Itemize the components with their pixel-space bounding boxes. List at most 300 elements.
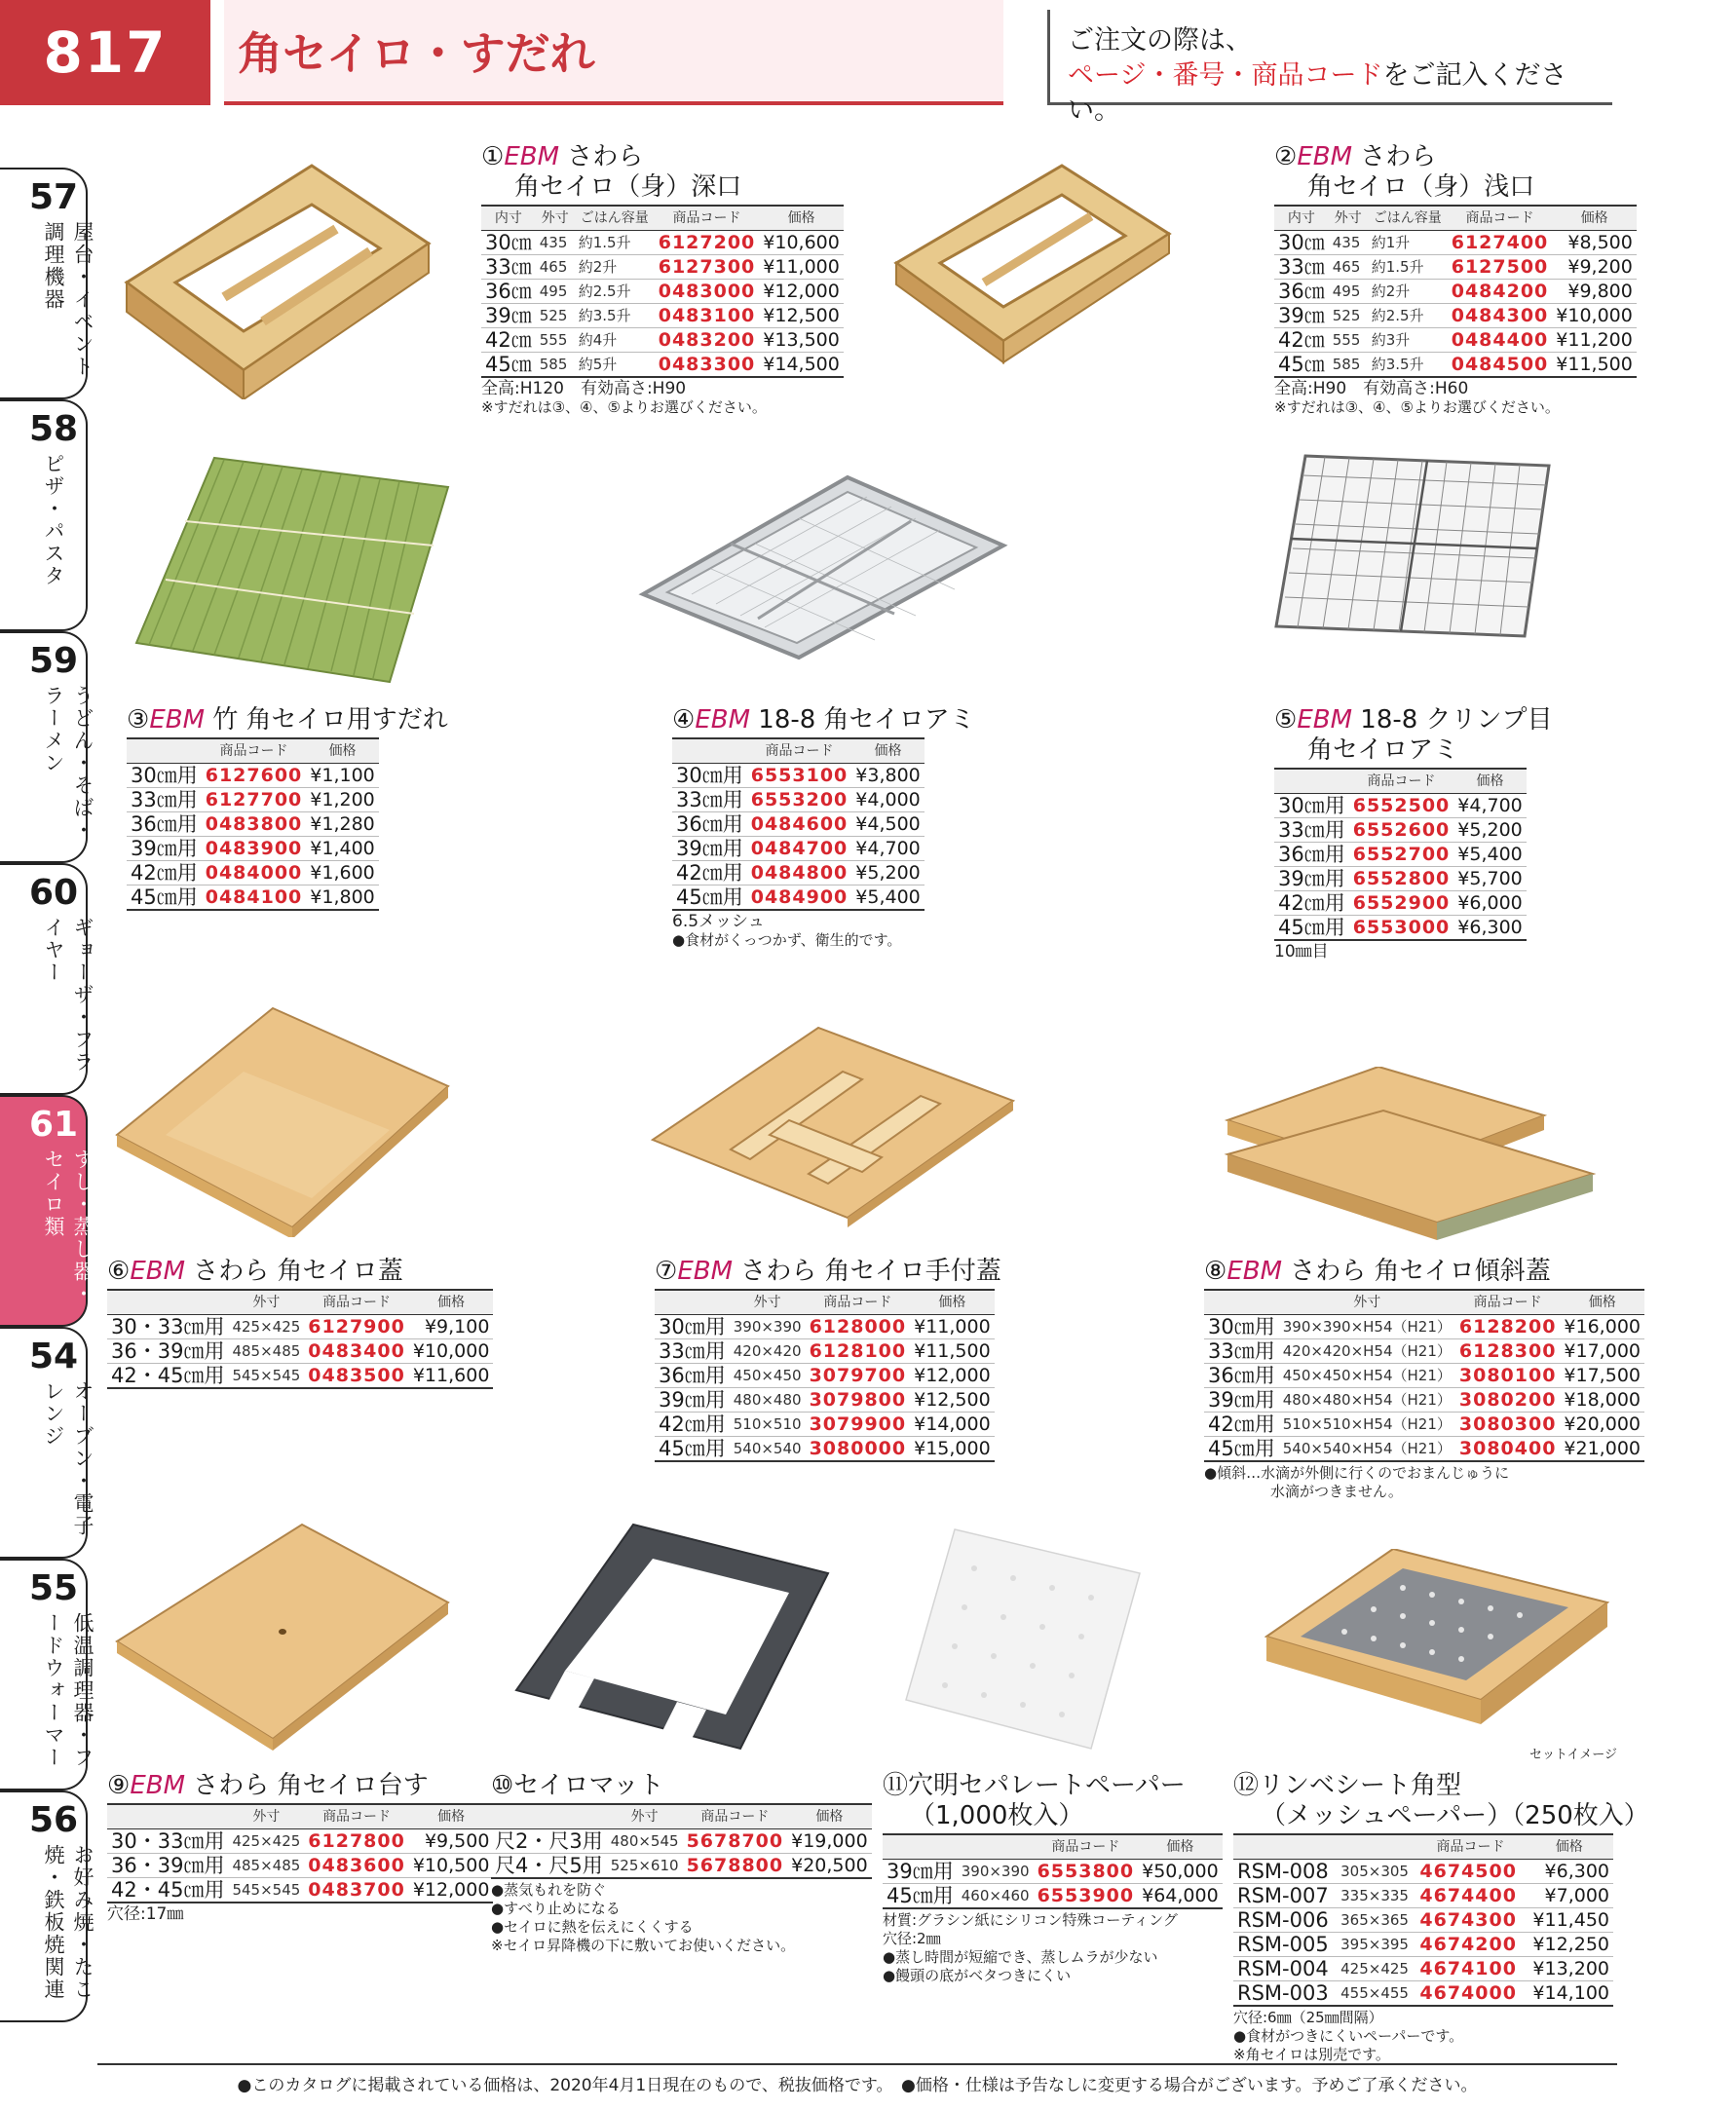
table-row <box>107 1339 493 1364</box>
table-header <box>1204 1290 1644 1315</box>
price: ¥20,500 <box>787 1854 872 1879</box>
product-title <box>1274 705 1553 735</box>
table-cell: 480×545 <box>607 1829 683 1854</box>
price: ¥6,300 <box>1453 916 1526 941</box>
table-cell: RSM-004 <box>1233 1957 1337 1981</box>
product-number: ⑨ <box>107 1771 131 1800</box>
product-name: さわら <box>559 142 644 171</box>
table-cell: 555 <box>1329 328 1368 353</box>
tab-56[interactable] <box>0 1790 94 2022</box>
price: ¥17,000 <box>1560 1339 1644 1364</box>
price-table <box>107 1289 493 1389</box>
price: ¥10,000 <box>1552 304 1637 328</box>
tab-54[interactable] <box>0 1327 94 1559</box>
product-code: 6552500 <box>1349 794 1454 818</box>
product-10 <box>491 1771 872 1955</box>
tab-57[interactable] <box>0 168 94 399</box>
price: ¥6,300 <box>1526 1860 1613 1884</box>
product-code: 4674200 <box>1415 1933 1525 1957</box>
product-code: 3080000 <box>806 1437 911 1462</box>
column-header: 価格 <box>910 1290 995 1315</box>
product-title <box>655 1257 1001 1287</box>
price: ¥9,200 <box>1552 255 1637 280</box>
product-title <box>1274 142 1637 172</box>
product-code: 0484200 <box>1448 280 1553 304</box>
table-header <box>1274 769 1527 794</box>
table-row <box>883 1860 1223 1884</box>
table-cell: 45㎝用 <box>1274 916 1349 941</box>
price: ¥8,500 <box>1552 231 1637 255</box>
column-header <box>883 1834 958 1860</box>
table-cell: 525×610 <box>607 1854 683 1879</box>
price: ¥6,000 <box>1453 891 1526 916</box>
price: ¥13,500 <box>759 328 844 353</box>
price-table <box>1233 1833 1613 2007</box>
column-header: ごはん容量 <box>1368 206 1448 231</box>
table-row <box>672 861 925 885</box>
table-cell: 45㎝用 <box>655 1437 730 1462</box>
column-header <box>1337 1834 1415 1860</box>
column-header: 内寸 <box>1274 206 1329 231</box>
product-number: ③ <box>127 705 150 735</box>
product-code: 6553000 <box>1349 916 1454 941</box>
price: ¥19,000 <box>787 1829 872 1854</box>
product-name-line2: 角セイロ（身）浅口 <box>1307 172 1535 202</box>
table-cell: 390×390×H54（H21） <box>1279 1315 1455 1339</box>
table-header <box>127 738 379 764</box>
note-line: 穴径:6㎜（25㎜間隔） <box>1233 2009 1383 2026</box>
price: ¥1,100 <box>306 764 378 788</box>
table-cell: 42㎝用 <box>672 861 747 885</box>
column-header: 商品コード <box>806 1290 911 1315</box>
brand-label: EBM <box>1297 705 1353 735</box>
table-cell: 45㎝用 <box>672 885 747 911</box>
price: ¥11,500 <box>1552 353 1637 378</box>
table-cell: 30㎝用 <box>1204 1315 1279 1339</box>
table-row <box>107 1829 493 1854</box>
table-row <box>672 837 925 861</box>
note-slant: ●傾斜…水滴が外側に行くのでおまんじゅうに <box>1204 1464 1510 1482</box>
note-line: ●すべり止めになる <box>491 1900 621 1917</box>
product-number: ⑫ <box>1233 1771 1260 1800</box>
table-row <box>127 788 379 812</box>
table-row <box>1274 843 1527 867</box>
price-table <box>672 737 925 911</box>
table-cell: 30㎝用 <box>655 1315 730 1339</box>
table-cell: 約4升 <box>575 328 655 353</box>
product-11 <box>883 1771 1223 1985</box>
table-row <box>1274 818 1527 843</box>
price: ¥15,000 <box>910 1437 995 1462</box>
product-name: 18-8 クリンプ目 <box>1352 705 1553 735</box>
price: ¥11,450 <box>1526 1908 1613 1933</box>
notice-tail: をご記入ください。 <box>1068 60 1567 126</box>
table-cell: 39㎝用 <box>1204 1388 1279 1413</box>
product-code: 5678800 <box>683 1854 788 1879</box>
column-header: 価格 <box>1526 1834 1613 1860</box>
price-table <box>127 737 379 911</box>
column-header: 商品コード <box>1034 1834 1139 1860</box>
table-cell: 33㎝用 <box>127 788 202 812</box>
product-number: ① <box>481 142 505 171</box>
product-name-line2: （メッシュペーパー）（250枚入） <box>1261 1801 1649 1830</box>
column-header: 価格 <box>409 1290 494 1315</box>
table-row <box>1274 353 1637 378</box>
table-cell: 45㎝ <box>1274 353 1329 378</box>
product-code: 0484800 <box>747 861 852 885</box>
table-cell: 45㎝用 <box>883 1884 958 1909</box>
product-title <box>127 705 448 735</box>
column-header: 価格 <box>851 738 924 764</box>
price: ¥17,500 <box>1560 1364 1644 1388</box>
product-5 <box>1274 705 1553 961</box>
price: ¥12,000 <box>409 1878 494 1903</box>
table-cell: 435 <box>1329 231 1368 255</box>
product-name: さわら 角セイロ手付蓋 <box>733 1257 1001 1286</box>
table-cell: 42㎝用 <box>1274 891 1349 916</box>
price: ¥1,400 <box>306 837 378 861</box>
product-code: 6128200 <box>1455 1315 1561 1339</box>
column-header: 価格 <box>1560 1290 1644 1315</box>
product-code: 0483900 <box>202 837 307 861</box>
product-code: 0484500 <box>1448 353 1553 378</box>
table-cell: 36㎝用 <box>1274 843 1349 867</box>
column-header <box>107 1804 228 1829</box>
note-sudare: ※すだれは③、④、⑤よりお選びください。 <box>1274 398 1560 416</box>
column-header: 外寸 <box>730 1290 806 1315</box>
product-name: 18-8 角セイロアミ <box>750 705 975 735</box>
product-code: 0483400 <box>304 1339 409 1364</box>
table-row <box>491 1854 872 1879</box>
table-row <box>1274 255 1637 280</box>
price: ¥13,200 <box>1526 1957 1613 1981</box>
table-cell: 495 <box>1329 280 1368 304</box>
table-row <box>127 837 379 861</box>
product-number: ④ <box>672 705 696 735</box>
product-image-handle-lid <box>643 1013 1023 1227</box>
price-table <box>481 205 844 378</box>
brand-label: EBM <box>1227 1257 1283 1286</box>
price: ¥11,600 <box>409 1364 494 1389</box>
table-cell: 36㎝用 <box>672 812 747 837</box>
product-name: 穴明セパレートペーパー <box>908 1771 1186 1800</box>
table-row <box>107 1315 493 1339</box>
note-line: ※セイロ昇降機の下に敷いてお使いください。 <box>491 1937 796 1954</box>
table-row <box>1274 916 1527 941</box>
column-header <box>1204 1290 1279 1315</box>
product-code: 4674000 <box>1415 1981 1525 2007</box>
tab-number: 55 <box>29 1568 79 1608</box>
table-cell: 約1.5升 <box>1368 255 1448 280</box>
table-cell: 42㎝用 <box>1204 1413 1279 1437</box>
note-feature: ●食材がくっつかず、衛生的です。 <box>672 931 902 949</box>
table-row <box>1233 1860 1613 1884</box>
column-header: 商品コード <box>655 206 760 231</box>
product-code: 6553900 <box>1034 1884 1139 1909</box>
product-code: 0483800 <box>202 812 307 837</box>
product-code: 4674300 <box>1415 1908 1525 1933</box>
price-table <box>883 1833 1223 1909</box>
product-code: 6127200 <box>655 231 760 255</box>
column-header <box>491 1804 607 1829</box>
price: ¥12,000 <box>759 280 844 304</box>
product-title <box>491 1771 872 1801</box>
price: ¥5,400 <box>1453 843 1526 867</box>
table-row <box>672 885 925 911</box>
price: ¥4,700 <box>851 837 924 861</box>
table-row <box>107 1854 493 1878</box>
tab-label: オーブン・電子レンジ <box>42 1380 94 1537</box>
product-title <box>672 705 975 735</box>
product-code: 0483200 <box>655 328 760 353</box>
tab-number: 59 <box>29 641 79 681</box>
column-header: 商品コード <box>747 738 852 764</box>
tab-number: 60 <box>29 873 79 913</box>
column-header: 価格 <box>759 206 844 231</box>
price: ¥14,000 <box>910 1413 995 1437</box>
table-row <box>127 885 379 911</box>
table-row <box>1274 231 1637 255</box>
product-name: さわら <box>1352 142 1437 171</box>
table-cell: 455×455 <box>1337 1981 1415 2007</box>
footer-disclaimer: ●このカタログに掲載されている価格は、2020年4月1日現在のもので、税抜価格です。 ●価格・仕様は予告なしに変更する場合がございます。予めご了承ください。 <box>97 2063 1617 2095</box>
tab-61[interactable] <box>0 1095 94 1327</box>
table-cell: 39㎝用 <box>1274 867 1349 891</box>
table-cell: 450×450×H54（H21） <box>1279 1364 1455 1388</box>
product-code: 6552600 <box>1349 818 1454 843</box>
table-cell: 335×335 <box>1337 1884 1415 1908</box>
table-row <box>1233 1884 1613 1908</box>
table-cell: RSM-008 <box>1233 1860 1337 1884</box>
note-line: ●饅頭の底がベタつきにくい <box>883 1967 1072 1984</box>
note-height: 全高:H90 有効高さ:H60 <box>1274 379 1469 398</box>
brand-label: EBM <box>695 705 751 735</box>
product-image-steamer-deep <box>107 136 458 399</box>
product-code: 6127500 <box>1448 255 1553 280</box>
product-code: 4674500 <box>1415 1860 1525 1884</box>
table-cell: 33㎝ <box>1274 255 1329 280</box>
table-cell: 42・45㎝用 <box>107 1878 228 1903</box>
product-code: 6553200 <box>747 788 852 812</box>
product-7 <box>655 1257 1001 1462</box>
table-cell: 36・39㎝用 <box>107 1854 228 1878</box>
product-number: ② <box>1274 142 1298 171</box>
column-header <box>672 738 747 764</box>
table-header <box>1233 1834 1613 1860</box>
table-row <box>672 812 925 837</box>
table-cell: 305×305 <box>1337 1860 1415 1884</box>
column-header: 商品コード <box>304 1804 409 1829</box>
table-cell: 525 <box>536 304 575 328</box>
product-name-line2: 角セイロ（身）深口 <box>514 172 742 202</box>
notes <box>491 1881 872 1955</box>
column-header: 外寸 <box>1279 1290 1455 1315</box>
price: ¥5,700 <box>1453 867 1526 891</box>
column-header: 商品コード <box>1349 769 1454 794</box>
table-header <box>883 1834 1223 1860</box>
product-title <box>107 1771 493 1801</box>
price-table <box>1204 1289 1644 1462</box>
table-cell: 42㎝ <box>1274 328 1329 353</box>
table-cell: 425×425 <box>1337 1957 1415 1981</box>
price: ¥16,000 <box>1560 1315 1644 1339</box>
product-code: 6553100 <box>747 764 852 788</box>
note-line: 穴径:2㎜ <box>883 1930 941 1947</box>
product-code: 6127600 <box>202 764 307 788</box>
table-cell: RSM-003 <box>1233 1981 1337 2007</box>
notice-highlight: ページ・番号・商品コード <box>1068 60 1383 91</box>
notes <box>883 1911 1223 1985</box>
column-header: 外寸 <box>228 1290 304 1315</box>
product-code: 6552800 <box>1349 867 1454 891</box>
product-6 <box>107 1257 493 1389</box>
tab-59[interactable] <box>0 631 94 863</box>
table-cell: 30㎝用 <box>127 764 202 788</box>
price: ¥10,500 <box>409 1854 494 1878</box>
column-header: 商品コード <box>1415 1834 1525 1860</box>
note-slant-2: 水滴がつきません。 <box>1270 1483 1403 1500</box>
product-title <box>1233 1771 1649 1801</box>
price: ¥1,200 <box>306 788 378 812</box>
table-cell: 540×540×H54（H21） <box>1279 1437 1455 1462</box>
price: ¥11,200 <box>1552 328 1637 353</box>
table-row <box>1204 1364 1644 1388</box>
price: ¥12,000 <box>910 1364 995 1388</box>
price: ¥11,000 <box>910 1315 995 1339</box>
product-image-crimp-net <box>1266 446 1559 641</box>
price-table <box>107 1803 493 1903</box>
table-row <box>127 764 379 788</box>
product-code: 5678700 <box>683 1829 788 1854</box>
note-line: ●蒸し時間が短縮でき、蒸しムラが少ない <box>883 1948 1158 1966</box>
table-row <box>672 788 925 812</box>
column-header <box>655 1290 730 1315</box>
table-cell: 540×540 <box>730 1437 806 1462</box>
product-12 <box>1233 1771 1649 2064</box>
product-code: 4674100 <box>1415 1957 1525 1981</box>
table-cell: 33㎝用 <box>672 788 747 812</box>
price: ¥1,800 <box>306 885 378 911</box>
product-code: 3080100 <box>1455 1364 1561 1388</box>
table-cell: 510×510×H54（H21） <box>1279 1413 1455 1437</box>
table-cell: RSM-005 <box>1233 1933 1337 1957</box>
table-row <box>107 1878 493 1903</box>
table-row <box>481 304 844 328</box>
product-number: ⑧ <box>1204 1257 1227 1286</box>
column-header <box>1274 769 1349 794</box>
product-image-stainless-net <box>633 468 1013 662</box>
product-title <box>481 142 844 172</box>
table-cell: 395×395 <box>1337 1933 1415 1957</box>
table-cell: 30㎝ <box>1274 231 1329 255</box>
table-cell: 約3.5升 <box>1368 353 1448 378</box>
price: ¥64,000 <box>1138 1884 1223 1909</box>
table-row <box>1204 1413 1644 1437</box>
product-name: 竹 角セイロ用すだれ <box>205 705 448 735</box>
product-code: 0484300 <box>1448 304 1553 328</box>
table-cell: 30㎝用 <box>1274 794 1349 818</box>
note-mesh: 10㎜目 <box>1274 942 1329 961</box>
product-code: 6128100 <box>806 1339 911 1364</box>
table-row <box>655 1388 995 1413</box>
tab-number: 61 <box>29 1105 79 1145</box>
price: ¥14,100 <box>1526 1981 1613 2007</box>
price: ¥1,280 <box>306 812 378 837</box>
product-code: 0484400 <box>1448 328 1553 353</box>
column-header: 商品コード <box>1448 206 1553 231</box>
table-cell: 36㎝ <box>1274 280 1329 304</box>
table-cell: 33㎝用 <box>655 1339 730 1364</box>
note-mesh: 6.5メッシュ <box>672 912 765 931</box>
table-cell: 425×425 <box>228 1829 304 1854</box>
price: ¥50,000 <box>1138 1860 1223 1884</box>
table-row <box>1274 304 1637 328</box>
table-cell: 435 <box>536 231 575 255</box>
tab-55[interactable] <box>0 1559 94 1790</box>
table-cell: 42㎝用 <box>127 861 202 885</box>
table-row <box>1204 1339 1644 1364</box>
note-line: ●セイロに熱を伝えにくくする <box>491 1918 694 1936</box>
price: ¥3,800 <box>851 764 924 788</box>
table-cell: 約1升 <box>1368 231 1448 255</box>
tab-58[interactable] <box>0 399 88 631</box>
price: ¥9,100 <box>409 1315 494 1339</box>
product-number: ⑦ <box>655 1257 678 1286</box>
table-row <box>883 1884 1223 1909</box>
note-line: ※角セイロは別売です。 <box>1233 2046 1390 2063</box>
product-code: 6552700 <box>1349 843 1454 867</box>
product-name: リンベシート角型 <box>1259 1771 1462 1800</box>
table-header <box>655 1290 995 1315</box>
table-cell: 525 <box>1329 304 1368 328</box>
notice-line1: ご注文の際は、 <box>1068 25 1252 56</box>
product-name: セイロマット <box>513 1771 664 1800</box>
column-header <box>127 738 202 764</box>
tab-label: 低温調理器・フードウォーマー <box>42 1612 94 1769</box>
tab-60[interactable] <box>0 863 94 1095</box>
table-cell: 36㎝ <box>481 280 536 304</box>
price: ¥5,400 <box>851 885 924 911</box>
note-height: 全高:H120 有効高さ:H90 <box>481 379 687 398</box>
product-code: 0484700 <box>747 837 852 861</box>
table-row <box>1204 1315 1644 1339</box>
table-cell: 30・33㎝用 <box>107 1315 228 1339</box>
price: ¥4,000 <box>851 788 924 812</box>
table-cell: 約2.5升 <box>1368 304 1448 328</box>
page-title: 角セイロ・すだれ <box>224 0 1003 105</box>
price-table <box>491 1803 872 1879</box>
product-title <box>883 1771 1223 1801</box>
product-code: 0483000 <box>655 280 760 304</box>
column-header: 商品コード <box>202 738 307 764</box>
table-header <box>672 738 925 764</box>
product-image-mat <box>507 1515 838 1758</box>
table-cell: 510×510 <box>730 1413 806 1437</box>
price: ¥10,000 <box>409 1339 494 1364</box>
tab-number: 58 <box>29 409 79 449</box>
table-cell: 39㎝用 <box>883 1860 958 1884</box>
price: ¥1,600 <box>306 861 378 885</box>
column-header: ごはん容量 <box>575 206 655 231</box>
price: ¥20,000 <box>1560 1413 1644 1437</box>
product-code: 3079900 <box>806 1413 911 1437</box>
table-cell: 約1.5升 <box>575 231 655 255</box>
table-cell: 585 <box>536 353 575 378</box>
table-row <box>1204 1437 1644 1462</box>
product-9 <box>107 1771 493 1924</box>
product-code: 4674400 <box>1415 1884 1525 1908</box>
note-hole: 穴径:17㎜ <box>107 1904 184 1924</box>
